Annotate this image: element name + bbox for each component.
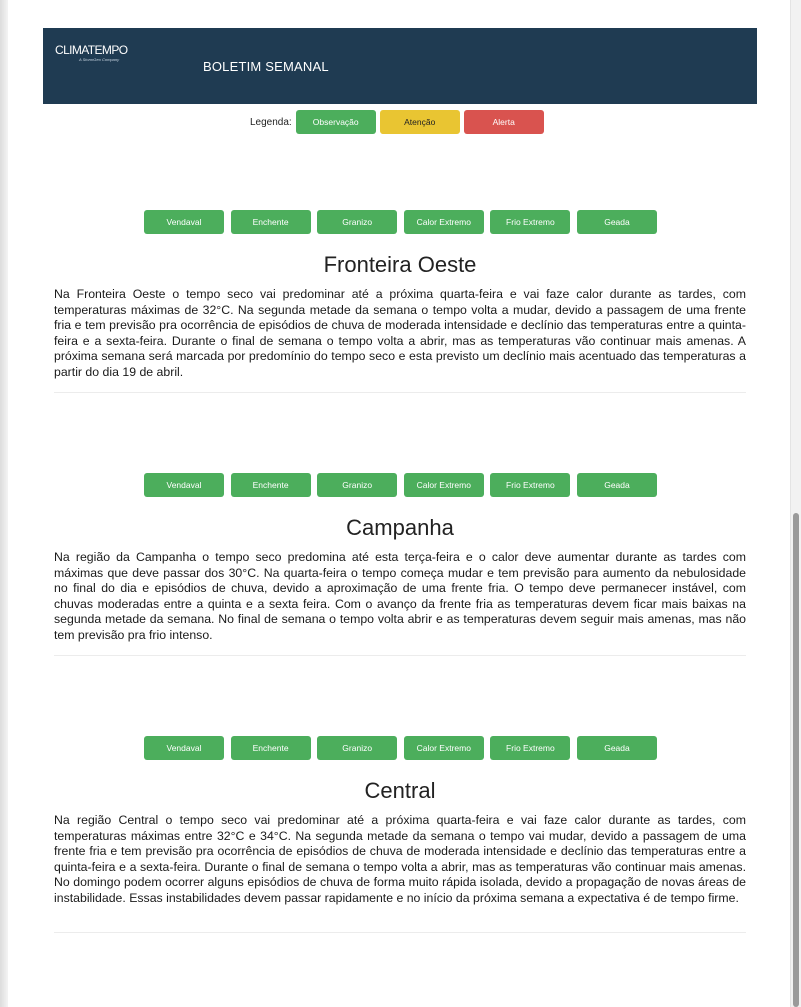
climatempo-logo[interactable] — [55, 43, 127, 62]
chip-vendaval[interactable]: Vendaval — [144, 736, 224, 760]
window-left-edge — [0, 0, 8, 1007]
chip-granizo[interactable]: Granizo — [317, 736, 397, 760]
section-divider — [54, 392, 746, 393]
chip-frio-extremo[interactable]: Frio Extremo — [490, 210, 570, 234]
chip-geada[interactable]: Geada — [577, 736, 657, 760]
legend — [250, 110, 548, 134]
section-title: Fronteira Oeste — [323, 252, 477, 277]
chip-vendaval[interactable]: Vendaval — [144, 473, 224, 497]
chip-enchente[interactable]: Enchente — [231, 736, 311, 760]
legend-observacao-button[interactable]: Observação — [296, 110, 376, 134]
chip-geada[interactable]: Geada — [577, 473, 657, 497]
page-header — [43, 28, 757, 104]
region-section-fronteira-oeste — [54, 210, 746, 395]
chip-enchente[interactable]: Enchente — [231, 473, 311, 497]
chip-enchente[interactable]: Enchente — [231, 210, 311, 234]
region-section-central — [54, 736, 746, 936]
alert-chips — [144, 473, 664, 497]
chip-frio-extremo[interactable]: Frio Extremo — [490, 736, 570, 760]
chip-calor-extremo[interactable]: Calor Extremo — [404, 210, 484, 234]
legend-alerta-button[interactable]: Alerta — [464, 110, 544, 134]
chip-granizo[interactable]: Granizo — [317, 473, 397, 497]
chip-vendaval[interactable]: Vendaval — [144, 210, 224, 234]
section-title: Central — [364, 778, 436, 803]
chip-calor-extremo[interactable]: Calor Extremo — [404, 473, 484, 497]
section-divider — [54, 932, 746, 933]
legend-atencao-button[interactable]: Atenção — [380, 110, 460, 134]
chip-frio-extremo[interactable]: Frio Extremo — [490, 473, 570, 497]
scrollbar-thumb[interactable] — [793, 513, 799, 1007]
section-body: Na região da Campanha o tempo seco predomina até esta terça-feira e o calor deve aumentar durante as tardes com máximas que deve passar dos 30°C. Na quarta-feira o tempo começa mudar e tem previsão para aumento da nebulosidade no final do dia e episódios de chuva, devido a aproximação de uma frente fria. O tempo deve permanecer instável, com chuvas moderadas entre a quinta e a sexta feira. Com o avanço da frente fria as temperaturas devem ficar mais baixas na segunda metade da semana. No final de semana o tempo volta abrir e as temperaturas devem seguir mais amenas, mas não tem previsão pra frio intenso. — [54, 550, 746, 642]
region-section-campanha — [54, 473, 746, 658]
alert-chips — [144, 210, 664, 234]
vertical-scrollbar[interactable] — [790, 0, 801, 1007]
section-divider — [54, 655, 746, 656]
section-title: Campanha — [346, 515, 454, 540]
section-body: Na região Central o tempo seco vai predominar até a próxima quarta-feira e vai faze calor durante as tardes, com temperaturas máximas entre 32°C e 34°C. Na segunda metade da semana o tempo vai mudar, devido a passagem de uma frente fria e tem previsão pra ocorrência de episódios de chuva de moderada intensidade e declínio das temperaturas entre a quinta-feira e a sexta-feira. Durante o final de semana o tempo volta a abrir, mas as temperaturas vão continuar mais amenas. No domingo podem ocorrer alguns episódios de chuva de forma muito rápida isolada, devido a propagação de novas áreas de instabilidade. Essas instabilidades devem passar rapidamente e no início da próxima semana a expectativa é de tempo firme. — [54, 813, 746, 905]
chip-calor-extremo[interactable]: Calor Extremo — [404, 736, 484, 760]
alert-chips — [144, 736, 664, 760]
page-title: BOLETIM SEMANAL — [203, 59, 329, 74]
section-body: Na Fronteira Oeste o tempo seco vai predominar até a próxima quarta-feira e vai faze calor durante as tardes, com temperaturas máximas de 32°C. Na segunda metade da semana o tempo volta a mudar, devido a passagem de uma frente fria e tem previsão pra ocorrência de episódios de chuva de moderada intensidade e declínio das temperaturas entre a quinta-feira e a sexta-feira. Durante o final de semana o tempo volta a abrir, mas as temperaturas vão continuar mais amenas. A próxima semana será marcada por predomínio do tempo seco e esta previsto um declínio mais acentuado das temperaturas a partir do dia 19 de abril. — [54, 287, 746, 379]
chip-geada[interactable]: Geada — [577, 210, 657, 234]
logo-text: CLIMATEMPO — [55, 43, 128, 57]
logo-subtitle: A StormGeo Company — [79, 57, 120, 62]
chip-granizo[interactable]: Granizo — [317, 210, 397, 234]
legend-label: Legenda: — [250, 116, 292, 128]
